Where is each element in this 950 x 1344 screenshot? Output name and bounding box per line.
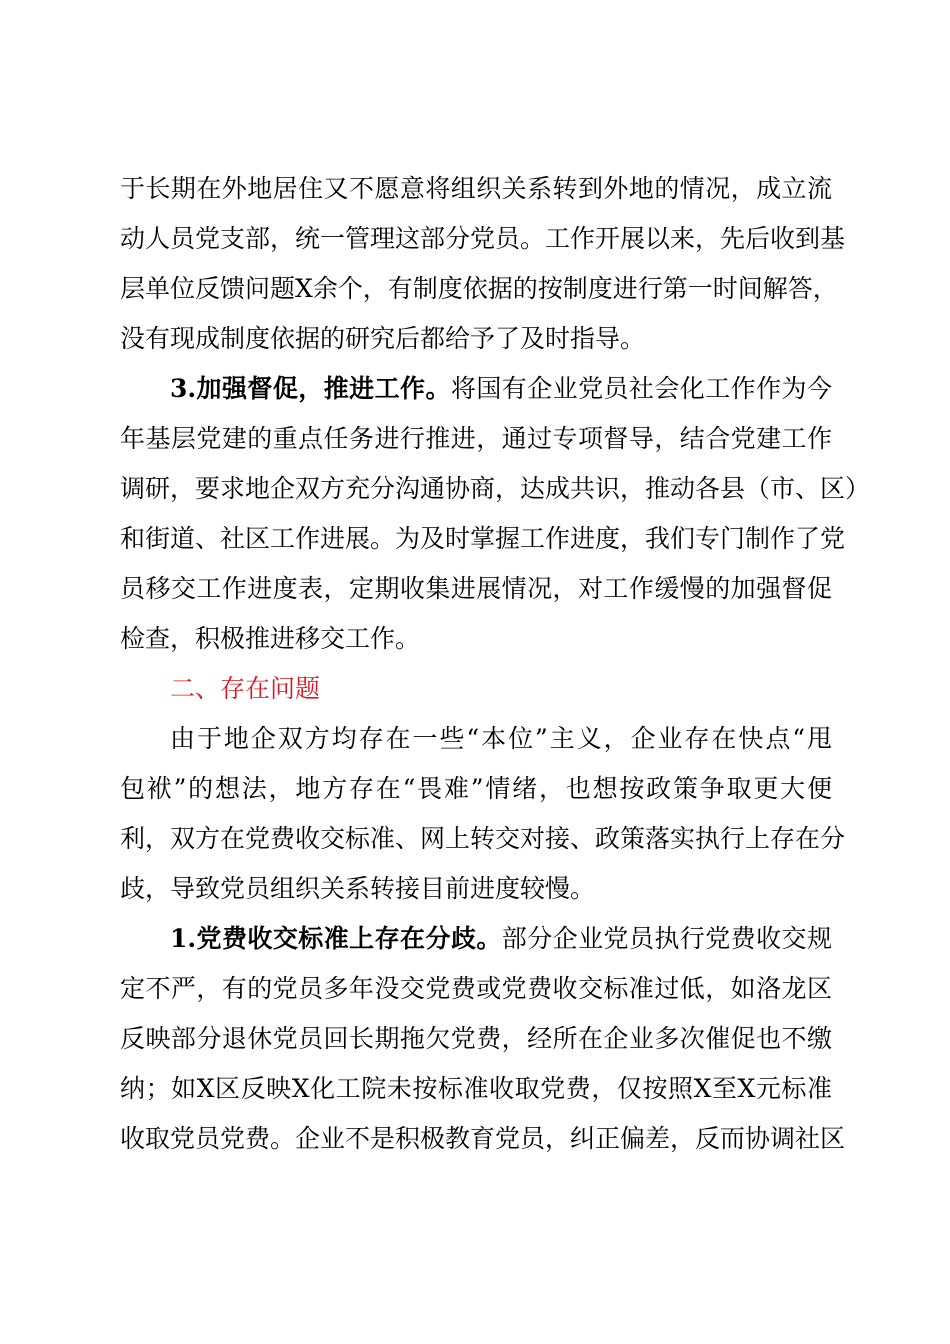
paragraph-line: 年基层党建的重点任务进行推进，通过专项督导，结合党建工作 <box>120 424 832 453</box>
paragraph-line: 纳；如X区反映X化工院未按标准收取党费，仅按照X至X元标准 <box>120 1074 832 1103</box>
bold-lead: 1.党费收交标准上存在分歧。 <box>170 924 502 953</box>
paragraph-line: 调研，要求地企双方充分沟通协商，达成共识，推动各县（市、区） <box>120 474 871 503</box>
paragraph-first-line <box>170 924 832 954</box>
bold-lead: 3.加强督促，推进工作。 <box>170 374 451 403</box>
paragraph-first-line <box>170 374 832 404</box>
paragraph-line: 检查，积极推进移交工作。 <box>120 624 421 653</box>
paragraph-line: 包袱”的想法，地方存在“畏难”情绪，也想按政策争取更大便 <box>120 774 832 803</box>
paragraph-line: 层单位反馈问题X余个，有制度依据的按制度进行第一时间解答， <box>120 274 838 303</box>
paragraph-line: 收取党员党费。企业不是积极教育党员，纠正偏差，反而协调社区 <box>120 1124 846 1153</box>
paragraph-line: 利，双方在党费收交标准、网上转交对接、政策落实执行上存在分 <box>120 824 846 853</box>
paragraph-line: 于长期在外地居住又不愿意将组织关系转到外地的情况，成立流 <box>120 174 832 203</box>
paragraph-text: 部分企业党员执行党费收交规 <box>501 924 832 953</box>
paragraph-text: 将国有企业党员社会化工作作为今 <box>450 374 832 403</box>
paragraph-line: 歧，导致党员组织关系转接目前进度较慢。 <box>120 874 596 903</box>
section-heading: 二、存在问题 <box>170 674 321 703</box>
paragraph-line: 没有现成制度依据的研究后都给予了及时指导。 <box>120 324 646 353</box>
paragraph-line: 员移交工作进度表，定期收集进展情况，对工作缓慢的加强督促 <box>120 574 832 603</box>
paragraph-line: 由于地企双方均存在一些“本位”主义，企业存在快点“甩 <box>170 724 832 753</box>
paragraph-line: 定不严，有的党员多年没交党费或党费收交标准过低，如洛龙区 <box>120 974 832 1003</box>
paragraph-line: 动人员党支部，统一管理这部分党员。工作开展以来，先后收到基 <box>120 224 846 253</box>
paragraph-line: 和街道、社区工作进展。为及时掌握工作进度，我们专门制作了党 <box>120 524 846 553</box>
paragraph-line: 反映部分退休党员回长期拖欠党费，经所在企业多次催促也不缴 <box>120 1024 832 1053</box>
